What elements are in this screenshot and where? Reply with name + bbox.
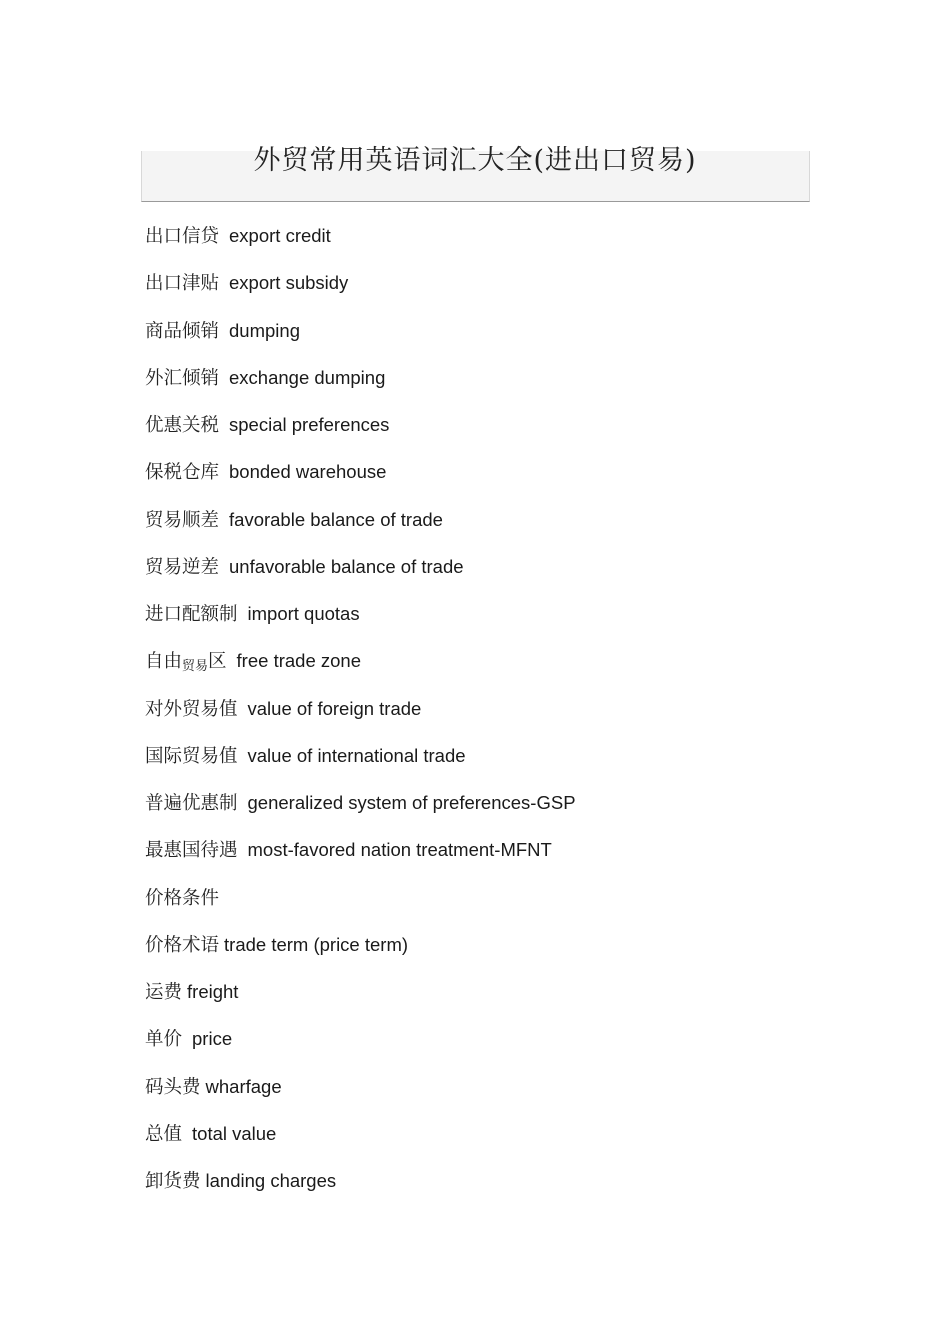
list-item	[145, 506, 576, 553]
term-english: freight	[187, 981, 239, 1002]
term-english: generalized system of preferences-GSP	[247, 792, 576, 813]
term-chinese: 单价	[145, 1029, 183, 1051]
term-chinese-part: 区	[208, 651, 227, 673]
list-item	[145, 789, 576, 836]
term-english: special preferences	[229, 414, 390, 435]
term-chinese: 价格术语	[145, 934, 220, 956]
term-chinese: 码头费	[145, 1076, 201, 1098]
term-english: most-favored nation treatment-MFNT	[247, 839, 552, 861]
list-item	[145, 269, 576, 316]
list-item	[145, 695, 576, 742]
term-english: unfavorable balance of trade	[229, 555, 464, 577]
list-item	[145, 317, 576, 364]
term-chinese: 贸易逆差	[145, 556, 220, 578]
term-english: dumping	[229, 319, 300, 341]
list-item	[145, 411, 576, 458]
term-english: price	[192, 1028, 233, 1050]
list-item	[145, 600, 576, 647]
term-english: total value	[192, 1122, 277, 1144]
list-item	[145, 553, 576, 600]
list-item	[145, 931, 576, 978]
term-chinese: 价格条件	[145, 887, 220, 909]
list-item	[145, 364, 576, 411]
term-english: bonded warehouse	[229, 461, 387, 483]
term-chinese: 卸货费	[145, 1171, 201, 1192]
term-english: favorable balance of trade	[229, 508, 443, 530]
term-chinese: 出口信贷	[145, 226, 220, 247]
term-english: value of international trade	[247, 744, 466, 766]
list-item	[145, 647, 576, 694]
page-title: 外贸常用英语词汇大全(进出口贸易)	[253, 145, 697, 176]
list-item	[145, 742, 576, 789]
term-english: landing charges	[205, 1170, 337, 1191]
list-item	[145, 458, 576, 505]
term-english: import quotas	[247, 603, 360, 624]
term-chinese: 最惠国待遇	[145, 840, 238, 862]
term-chinese: 外汇倾销	[145, 367, 220, 389]
term-english: value of foreign trade	[247, 697, 422, 719]
term-chinese: 贸易顺差	[145, 509, 220, 531]
term-chinese: 优惠关税	[145, 415, 220, 436]
term-english: free trade zone	[236, 650, 361, 672]
term-english: exchange dumping	[229, 366, 386, 388]
glossary-list	[145, 222, 576, 1214]
list-item	[145, 1167, 576, 1214]
term-chinese: 运费	[145, 982, 183, 1003]
list-item	[145, 836, 576, 883]
section-heading	[145, 884, 576, 931]
term-chinese-small: 贸易	[182, 659, 209, 675]
term-chinese: 进口配额制	[145, 604, 238, 625]
list-item	[145, 1025, 576, 1072]
list-item	[145, 978, 576, 1025]
term-english: trade term (price term)	[224, 933, 409, 955]
term-chinese: 对外贸易值	[145, 698, 238, 720]
term-chinese: 商品倾销	[145, 320, 220, 342]
list-item	[145, 1073, 576, 1120]
list-item	[145, 1120, 576, 1167]
term-chinese: 国际贸易值	[145, 745, 238, 767]
term-english: export credit	[229, 225, 331, 246]
term-chinese-part: 自由	[145, 651, 183, 673]
list-item	[145, 222, 576, 269]
term-english: wharfage	[205, 1075, 282, 1097]
term-chinese: 总值	[145, 1123, 183, 1145]
term-chinese: 普遍优惠制	[145, 793, 238, 814]
term-chinese: 出口津贴	[145, 273, 220, 295]
term-english: export subsidy	[229, 272, 349, 294]
term-chinese: 保税仓库	[145, 462, 220, 484]
